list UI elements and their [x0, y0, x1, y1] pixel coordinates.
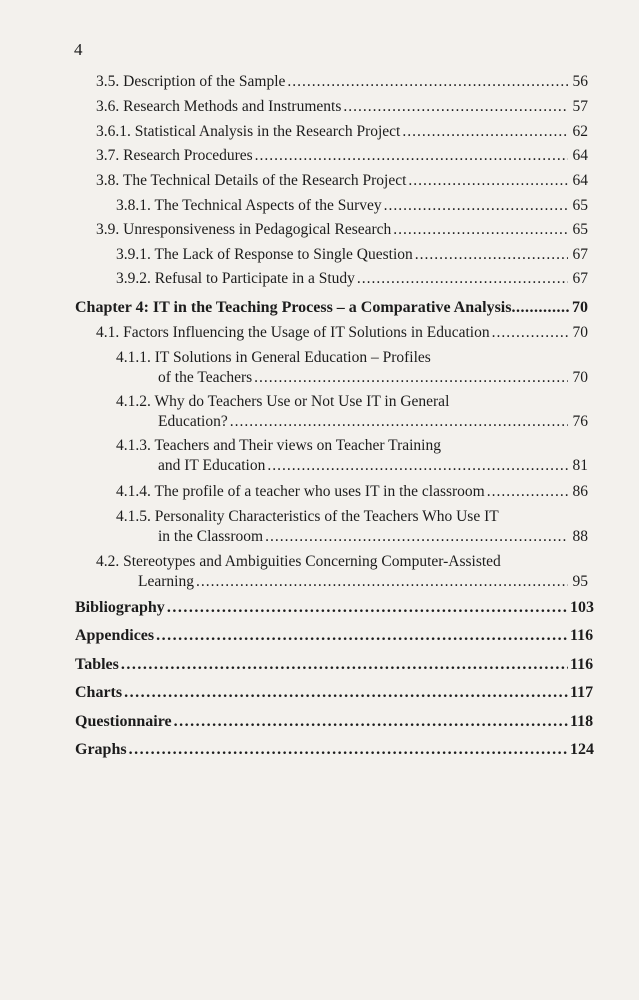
toc-entry-title: Questionnaire — [75, 713, 172, 730]
toc-entry — [116, 482, 588, 502]
toc-entry-page: 70 — [572, 324, 588, 341]
toc-entry — [75, 655, 594, 675]
toc-entry — [75, 712, 594, 732]
toc-entry-page: 67 — [572, 246, 588, 263]
toc-entry-title-continuation: Learning — [138, 573, 194, 590]
toc-entry — [96, 171, 588, 191]
toc-entry-title: Charts — [75, 684, 123, 701]
toc-entry-title: 4.1. Factors Influencing the Usage of IT Solutions in Education — [96, 324, 490, 341]
toc-entry — [116, 196, 588, 216]
toc-entry-title: 3.9.1. The Lack of Response to Single Question — [116, 246, 413, 263]
dot-leader — [415, 245, 568, 265]
dot-leader — [384, 196, 568, 216]
toc-entry-title: 3.5. Description of the Sample — [96, 73, 286, 90]
toc-entry-page: 95 — [572, 573, 588, 590]
toc-entry-page: 116 — [570, 656, 594, 673]
toc-entry-title: Bibliography — [75, 599, 165, 616]
dot-leader — [121, 655, 568, 675]
dot-leader — [343, 97, 568, 117]
toc-entry-title: 3.9. Unresponsiveness in Pedagogical Research — [96, 221, 392, 238]
toc-entry-title: 3.6.1. Statistical Analysis in the Research Project — [96, 123, 401, 140]
dot-leader — [357, 269, 568, 289]
toc-entry-title: 4.1.1. IT Solutions in General Education – Profiles — [116, 349, 431, 366]
toc-entry — [75, 298, 588, 318]
toc-entry — [116, 392, 588, 432]
toc-entry — [116, 269, 588, 289]
toc-entry — [116, 348, 588, 388]
toc-entry — [96, 323, 588, 343]
toc-entry — [96, 552, 588, 592]
toc-entry-page: 70 — [572, 299, 588, 316]
toc-entry-page: 64 — [572, 172, 588, 189]
dot-leader — [492, 323, 568, 343]
toc-entry — [75, 626, 594, 646]
toc-entry-page: 57 — [572, 98, 588, 115]
toc-entry-page: 116 — [570, 627, 594, 644]
toc-entry — [116, 507, 588, 547]
toc-entry-title: 3.7. Research Procedures — [96, 147, 253, 164]
toc-entry — [75, 740, 594, 760]
dot-leader — [129, 740, 568, 760]
dot-leader — [156, 626, 568, 646]
toc-entry-title: 4.1.4. The profile of a teacher who uses IT in the classroom — [116, 483, 485, 500]
dot-leader — [167, 598, 568, 618]
toc-entry-title: 4.1.3. Teachers and Their views on Teacher Training — [116, 437, 441, 454]
toc-entry-title-continuation: in the Classroom — [158, 528, 264, 545]
toc-entry-page: 76 — [572, 413, 588, 430]
dot-leader — [408, 171, 568, 191]
toc-entry-title: 3.9.2. Refusal to Participate in a Study — [116, 270, 355, 287]
dot-leader — [267, 456, 568, 476]
toc-entry — [96, 122, 588, 142]
dot-leader — [230, 412, 568, 432]
toc-entry-page: 124 — [570, 741, 594, 758]
toc-entry-title: 3.8. The Technical Details of the Research Project — [96, 172, 407, 189]
toc-entry-title-continuation: of the Teachers — [158, 369, 253, 386]
dot-leader — [265, 527, 568, 547]
toc-entry-page: 117 — [570, 684, 594, 701]
dot-leader — [255, 146, 568, 166]
dot-leader — [254, 368, 568, 388]
toc-entry-page: 62 — [572, 123, 588, 140]
dot-leader — [402, 122, 568, 142]
toc-entry-title: 4.2. Stereotypes and Ambiguities Concerning Computer-Assisted — [96, 553, 501, 570]
toc-entry-page: 65 — [572, 221, 588, 238]
dot-leader — [196, 572, 568, 592]
toc-entry-title-continuation: and IT Education — [158, 457, 266, 474]
toc-entry — [75, 598, 594, 618]
toc-entry — [116, 245, 588, 265]
toc-entry-page: 103 — [570, 599, 594, 616]
toc-entry-page: 86 — [572, 483, 588, 500]
toc-entry-page: 118 — [570, 713, 594, 730]
page-number: 4 — [74, 40, 83, 59]
toc-entry — [96, 72, 588, 92]
toc-entry-page: 56 — [572, 73, 588, 90]
toc-entry-title: Chapter 4: IT in the Teaching Process – a Comparative Analysis — [75, 299, 512, 316]
toc-entry-page: 67 — [572, 270, 588, 287]
toc-entry-page: 81 — [572, 457, 588, 474]
toc-entry-page: 88 — [572, 528, 588, 545]
toc-entry-title: Graphs — [75, 741, 127, 758]
toc-entry-page: 65 — [572, 197, 588, 214]
dot-leader — [174, 712, 568, 732]
toc-entry-title: 3.6. Research Methods and Instruments — [96, 98, 342, 115]
dot-leader — [287, 72, 568, 92]
dot-leader — [487, 482, 568, 502]
toc-entry — [96, 97, 588, 117]
toc-entry-title: Tables — [75, 656, 119, 673]
toc-entry-title: 4.1.2. Why do Teachers Use or Not Use IT in General — [116, 393, 450, 410]
toc-entry — [96, 146, 588, 166]
toc-entry-title: 3.8.1. The Technical Aspects of the Survey — [116, 197, 382, 214]
dot-leader — [511, 298, 570, 318]
toc-entry-title-continuation: Education? — [158, 413, 228, 430]
toc-entry — [96, 220, 588, 240]
toc-entry-page: 70 — [572, 369, 588, 386]
toc-entry — [75, 683, 594, 703]
toc-entry-title: Appendices — [75, 627, 155, 644]
toc-entry — [116, 436, 588, 476]
toc-entry-title: 4.1.5. Personality Characteristics of the Teachers Who Use IT — [116, 508, 499, 525]
dot-leader — [124, 683, 568, 703]
toc-entry-page: 64 — [572, 147, 588, 164]
dot-leader — [393, 220, 568, 240]
